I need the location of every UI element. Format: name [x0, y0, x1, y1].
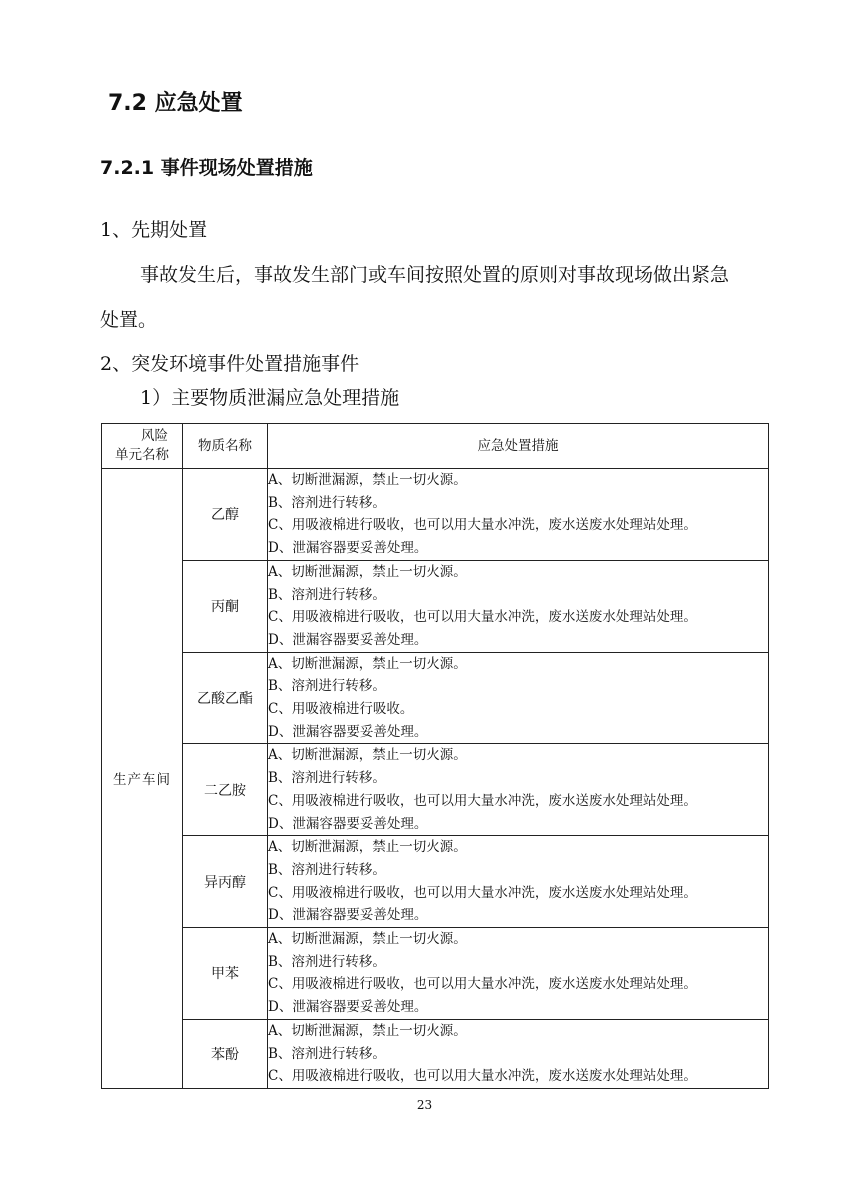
measure-step: D、泄漏容器要妥善处理。: [268, 540, 428, 557]
measure-step: D、泄漏容器要妥善处理。: [268, 815, 428, 832]
measure-step: C、用吸液棉进行吸收，也可以用大量水冲洗，废水送废水处理站处理。: [268, 1068, 697, 1085]
emergency-measures-table: [101, 423, 769, 1089]
measures-cell: [268, 469, 769, 561]
table-row: [102, 652, 769, 744]
measure-step: A、切断泄漏源，禁止一切火源。: [268, 472, 467, 488]
subsection-heading: 7.2.1 事件现场处置措施: [100, 157, 313, 179]
substance-name-cell: 异丙醇: [183, 836, 268, 928]
table-body: [102, 469, 769, 1089]
measure-step: C、用吸液棉进行吸收，也可以用大量水冲洗，废水送废水处理站处理。: [268, 792, 697, 809]
measure-step: A、切断泄漏源，禁止一切火源。: [268, 655, 467, 672]
measure-step: D、泄漏容器要妥善处理。: [268, 723, 428, 740]
paragraph-environmental-measures: 2、突发环境事件处置措施事件: [100, 353, 360, 375]
substance-name-cell: 苯酚: [183, 1019, 268, 1088]
paragraph-body-line2: 处置。: [100, 309, 158, 331]
substance-name-cell: 丙酮: [183, 560, 268, 652]
header-measures: 应急处置措施: [268, 424, 769, 469]
risk-unit-cell: 生产车间: [102, 469, 183, 1089]
measure-step: C、用吸液棉进行吸收，也可以用大量水冲洗，废水送废水处理站处理。: [268, 517, 697, 534]
measure-step: D、泄漏容器要妥善处理。: [268, 999, 428, 1016]
table-row: [102, 928, 769, 1020]
substance-name-cell: 乙醇: [183, 469, 268, 561]
measure-step: C、用吸液棉进行吸收。: [268, 701, 414, 718]
measure-step: C、用吸液棉进行吸收，也可以用大量水冲洗，废水送废水处理站处理。: [268, 976, 697, 993]
measures-cell: [268, 928, 769, 1020]
measure-step: A、切断泄漏源，禁止一切火源。: [268, 931, 467, 948]
substance-name-cell: 甲苯: [183, 928, 268, 1020]
measure-step: C、用吸液棉进行吸收，也可以用大量水冲洗，废水送废水处理站处理。: [268, 884, 697, 901]
measures-cell: [268, 652, 769, 744]
table-row: [102, 744, 769, 836]
measure-step: B、溶剂进行转移。: [268, 1045, 386, 1062]
measures-cell: [268, 1019, 769, 1088]
measure-step: A、切断泄漏源，禁止一切火源。: [268, 747, 467, 764]
measure-step: B、溶剂进行转移。: [268, 494, 386, 511]
table-row: [102, 836, 769, 928]
page-number: 23: [416, 1098, 433, 1112]
measure-step: C、用吸液棉进行吸收，也可以用大量水冲洗，废水送废水处理站处理。: [268, 609, 697, 626]
table-row: [102, 1019, 769, 1088]
measure-step: D、泄漏容器要妥善处理。: [268, 631, 428, 648]
measure-step: D、泄漏容器要妥善处理。: [268, 907, 428, 924]
measure-step: B、溶剂进行转移。: [268, 586, 386, 603]
measure-step: B、溶剂进行转移。: [268, 770, 386, 787]
measure-step: A、切断泄漏源，禁止一切火源。: [268, 839, 467, 856]
measures-cell: [268, 744, 769, 836]
measure-step: A、切断泄漏源，禁止一切火源。: [268, 1022, 467, 1039]
paragraph-leak-measures: 1）主要物质泄漏应急处理措施: [140, 387, 400, 409]
table-header-row: [102, 424, 769, 469]
measures-cell: [268, 560, 769, 652]
measure-step: B、溶剂进行转移。: [268, 678, 386, 695]
substance-name-cell: 二乙胺: [183, 744, 268, 836]
measure-step: B、溶剂进行转移。: [268, 861, 386, 878]
section-heading: 7.2 应急处置: [108, 91, 243, 116]
header-risk-unit-line1: 风险: [141, 428, 168, 444]
paragraph-body-line1: 事故发生后，事故发生部门或车间按照处置的原则对事故现场做出紧急: [140, 264, 730, 286]
paragraph-initial-response: 1、先期处置: [100, 219, 208, 241]
header-risk-unit-line2: 单元名称: [115, 447, 169, 463]
measure-step: A、切断泄漏源，禁止一切火源。: [268, 563, 467, 580]
table-row: [102, 469, 769, 561]
table-row: [102, 560, 769, 652]
header-substance: 物质名称: [183, 424, 268, 469]
measures-cell: [268, 836, 769, 928]
header-risk-unit: [102, 424, 183, 469]
measure-step: B、溶剂进行转移。: [268, 953, 386, 970]
substance-name-cell: 乙酸乙酯: [183, 652, 268, 744]
